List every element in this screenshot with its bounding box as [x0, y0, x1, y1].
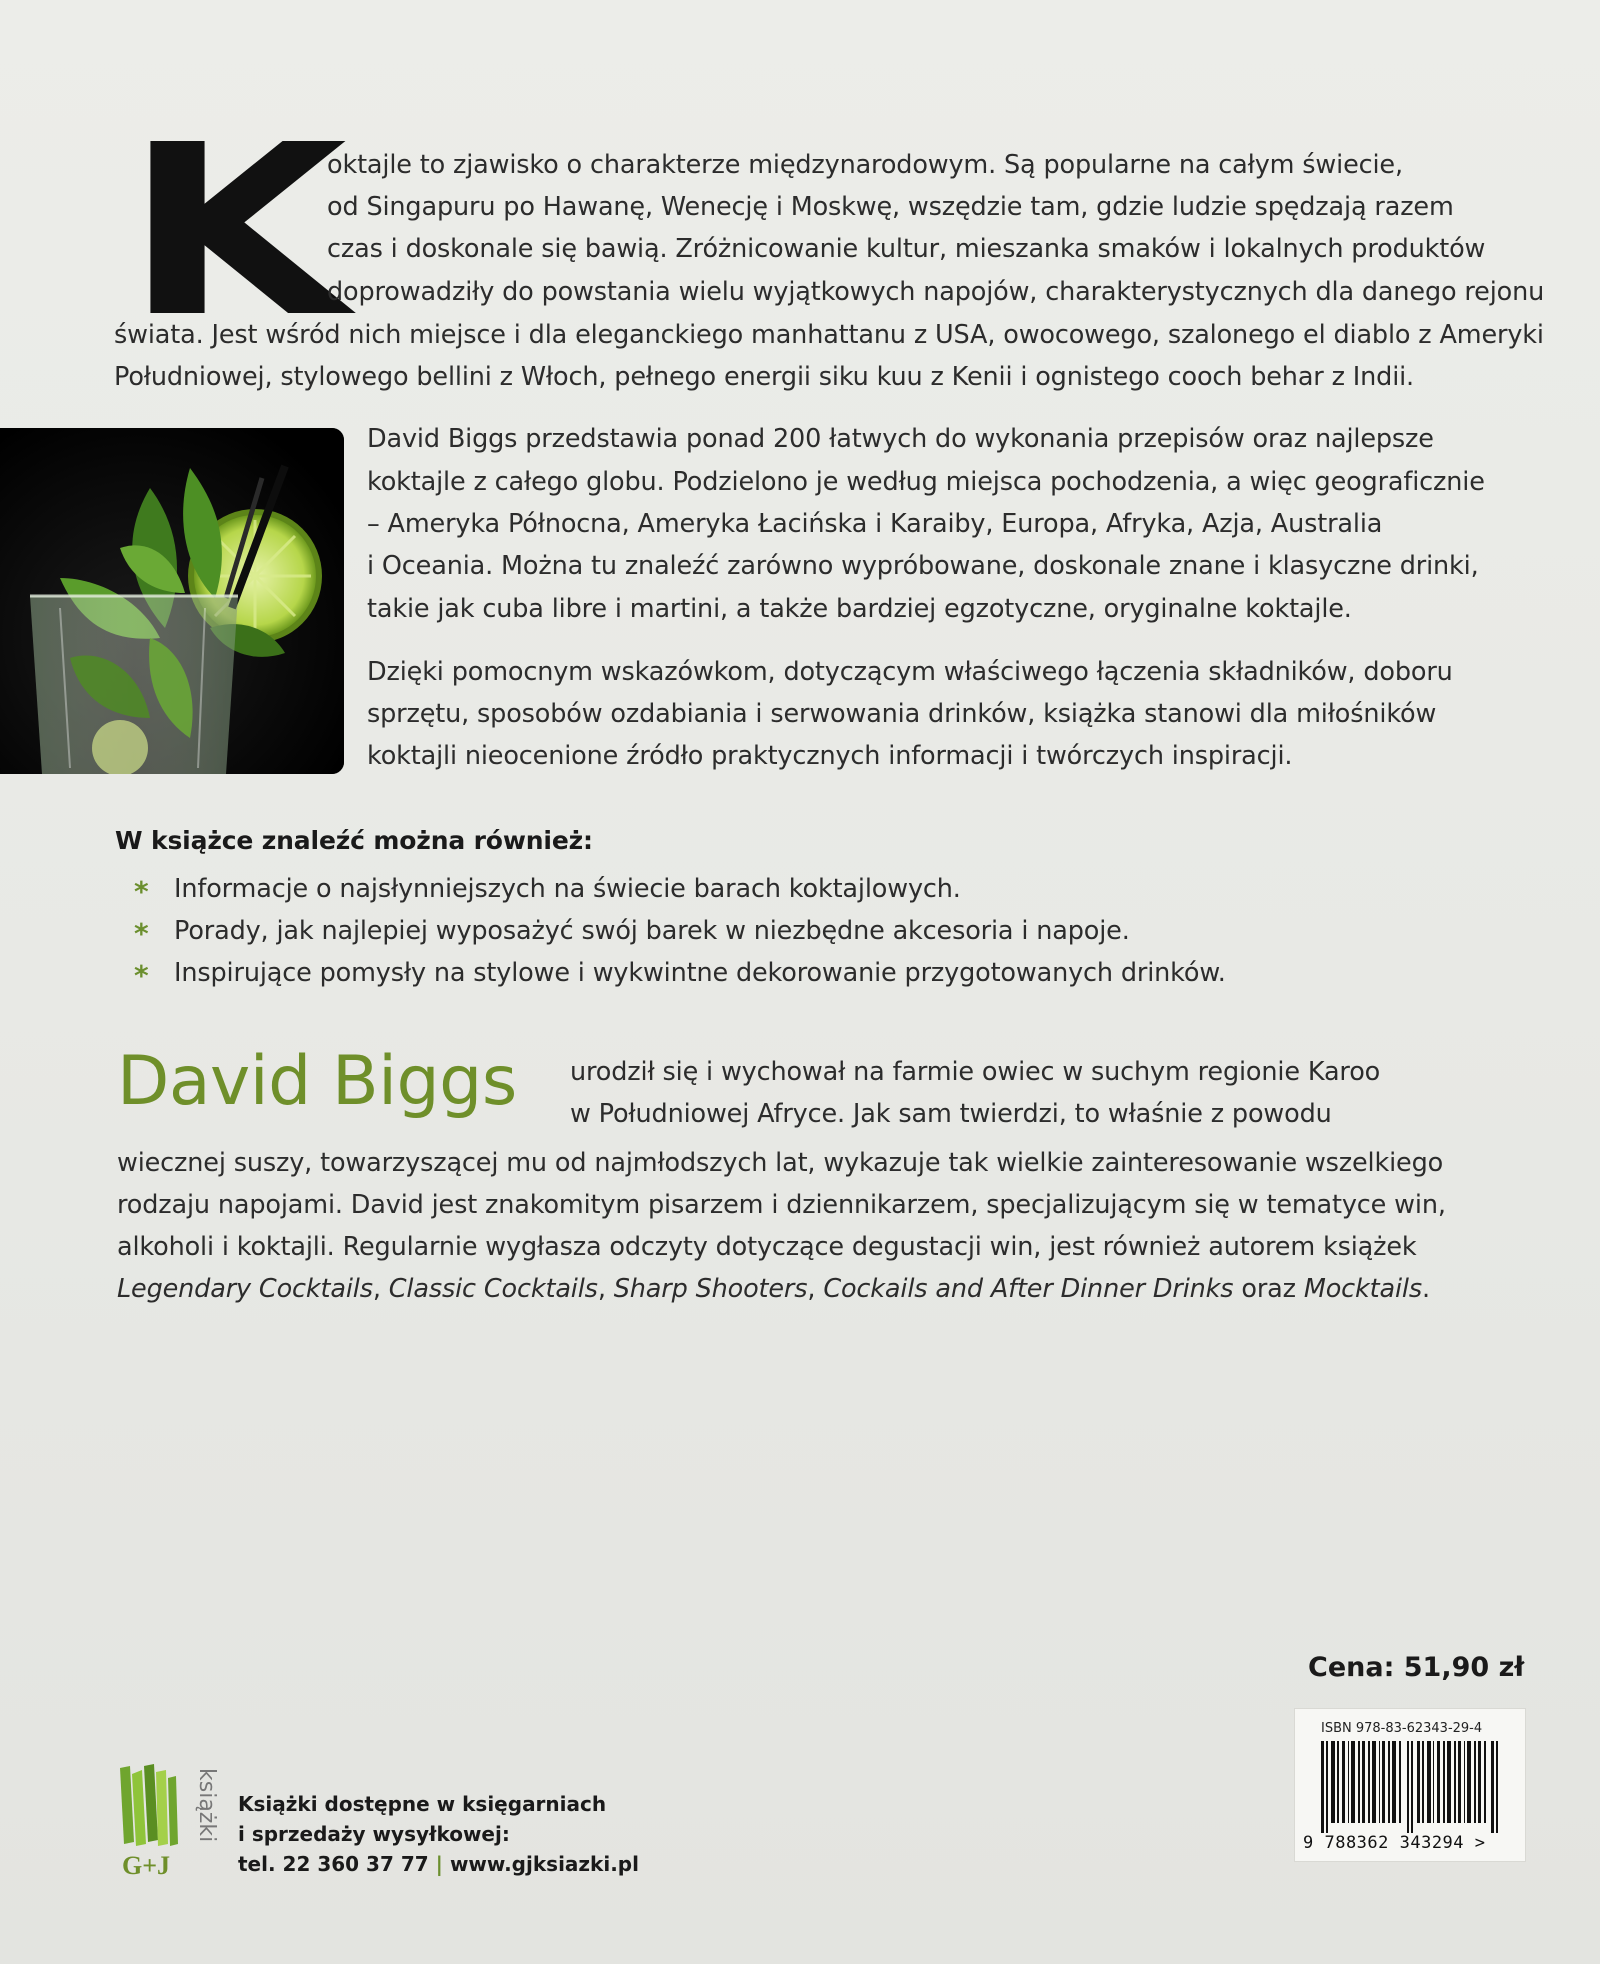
publisher-logo	[118, 1764, 218, 1886]
bullet-icon: *	[134, 959, 149, 992]
book-title: Cockails and After Dinner Drinks	[823, 1274, 1234, 1304]
bio-books-line	[117, 1274, 1430, 1304]
book-title: Mocktails	[1303, 1274, 1422, 1304]
footer-separator: |	[435, 1852, 443, 1876]
gj-logo-icon	[118, 1764, 218, 1886]
bio-line: w Południowej Afryce. Jak sam twierdzi, to właśnie z powodu	[570, 1099, 1332, 1129]
separator: .	[1421, 1274, 1430, 1304]
bullet-icon: *	[134, 917, 149, 950]
tips-line: sprzętu, sposobów ozdabiania i serwowania drinków, książka stanowi dla miłośników	[367, 699, 1437, 729]
footer-line2: i sprzedaży wysyłkowej:	[238, 1822, 510, 1846]
author-name: David Biggs	[117, 1042, 517, 1121]
logo-vertical-text: książki	[194, 1768, 218, 1843]
cocktail-photo	[0, 428, 344, 774]
intro-line: świata. Jest wśród nich miejsce i dla eleganckiego manhattanu z USA, owocowego, szalonego el diablo z Ameryki	[114, 320, 1544, 350]
bullet-icon: *	[134, 875, 149, 908]
separator: ,	[372, 1274, 389, 1304]
list-item-text: Porady, jak najlepiej wyposażyć swój barek w niezbędne akcesoria i napoje.	[174, 916, 1130, 946]
website-link[interactable]: www.gjksiazki.pl	[449, 1852, 639, 1876]
book-title: Classic Cocktails	[388, 1274, 598, 1304]
tips-line: koktajli nieocenione źródło praktycznych informacji i twórczych inspiracji.	[367, 741, 1293, 771]
list-item-text: Informacje o najsłynniejszych na świecie barach koktajlowych.	[174, 874, 961, 904]
bio-line: alkoholi i koktajli. Regularnie wygłasza odczyty dotyczące degustacji win, jest również autorem książek	[117, 1232, 1417, 1262]
intro-line: od Singapuru po Hawanę, Wenecję i Moskwę, wszędzie tam, gdzie ludzie spędzają razem	[327, 192, 1454, 222]
list-item-text: Inspirujące pomysły na stylowe i wykwintne dekorowanie przygotowanych drinków.	[174, 958, 1226, 988]
bio-line: rodzaju napojami. David jest znakomitym pisarzem i dziennikarzem, specjalizującym się w tematyce win,	[117, 1190, 1446, 1220]
barcode	[1294, 1708, 1526, 1862]
intro-line: doprowadziły do powstania wielu wyjątkowych napojów, charakterystycznych dla danego rejonu	[327, 277, 1545, 307]
isbn-text: ISBN 978-83-62343-29-4	[1321, 1721, 1483, 1736]
logo-text: G+J	[122, 1851, 171, 1880]
footer-line1: Książki dostępne w księgarniach	[238, 1792, 607, 1816]
tips-line: Dzięki pomocnym wskazówkom, dotyczącym właściwego łączenia składników, doboru	[367, 657, 1453, 687]
description-line: takie jak cuba libre i martini, a także bardziej egzotyczne, oryginalne koktajle.	[367, 594, 1352, 624]
intro-line: czas i doskonale się bawią. Zróżnicowanie kultur, mieszanka smaków i lokalnych produktów	[327, 234, 1486, 264]
bio-line: urodził się i wychował na farmie owiec w suchym regionie Karoo	[570, 1057, 1381, 1087]
intro-line: oktajle to zjawisko o charakterze międzynarodowym. Są popularne na całym świecie,	[327, 150, 1403, 180]
description-line: koktajle z całego globu. Podzielono je według miejsca pochodzenia, a więc geograficznie	[367, 467, 1485, 497]
intro-line: Południowej, stylowego bellini z Włoch, pełnego energii siku kuu z Kenii i ognistego cooch behar z Indii.	[114, 362, 1415, 392]
book-title: Sharp Shooters	[613, 1274, 808, 1304]
also-heading: W książce znaleźć można również:	[115, 826, 593, 855]
description-line: i Oceania. Można tu znaleźć zarówno wypróbowane, doskonale znane i klasyczne drinki,	[367, 551, 1479, 581]
mojito-glass-icon	[0, 428, 344, 774]
barcode-digits: 9 788362 343294 >	[1303, 1833, 1486, 1853]
phone-number: tel. 22 360 37 77	[238, 1852, 429, 1876]
description-line: David Biggs przedstawia ponad 200 łatwych do wykonania przepisów oraz najlepsze	[367, 424, 1434, 454]
description-line: – Ameryka Północna, Ameryka Łacińska i Karaiby, Europa, Afryka, Azja, Australia	[367, 509, 1383, 539]
bio-line: wiecznej suszy, towarzyszącej mu od najmłodszych lat, wykazuje tak wielkie zainteresowanie wszelkiego	[117, 1148, 1444, 1178]
drop-cap: K	[124, 94, 348, 369]
separator: ,	[807, 1274, 824, 1304]
separator: oraz	[1233, 1274, 1304, 1304]
footer-contact	[238, 1852, 639, 1876]
barcode-bars-icon	[1321, 1741, 1501, 1833]
book-title: Legendary Cocktails	[117, 1274, 373, 1304]
price-label: Cena: 51,90 zł	[1308, 1652, 1525, 1683]
separator: ,	[597, 1274, 614, 1304]
